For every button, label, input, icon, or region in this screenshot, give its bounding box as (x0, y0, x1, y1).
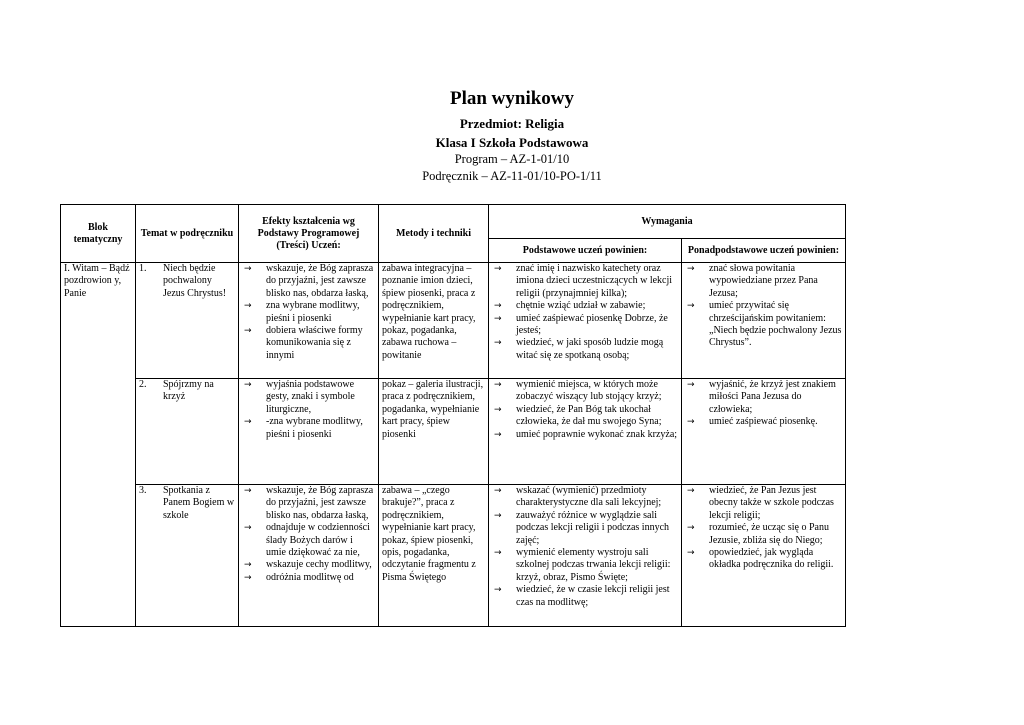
efekty-cell (239, 379, 379, 485)
podstawowe-list (492, 379, 678, 441)
list-item: → dobiera właściwe formy komunikowania się z innymi (242, 325, 375, 362)
podstawowe-list (492, 263, 678, 362)
list-item: → opowiedzieć, jak wygląda okładka podręcznika do religii. (685, 547, 842, 572)
list-item: → rozumieć, że ucząc się o Panu Jezusie, zbliża się do Niego; (685, 522, 842, 547)
ponadpodstawowe-cell (682, 379, 846, 485)
list-item: → umieć zaśpiewać piosenkę Dobrze, że jesteś; (492, 313, 678, 338)
header-wymagania: Wymagania (489, 205, 846, 239)
table-body (61, 263, 846, 627)
efekty-list (242, 263, 375, 362)
header-blok: Blok tematyczny (61, 205, 136, 263)
list-item: → znać imię i nazwisko katechety oraz imiona dzieci uczestniczących w lekcji religii (przynajmniej kilka); (492, 263, 678, 300)
metody-cell: zabawa integracyjna – poznanie imion dzieci, śpiew piosenki, praca z podręcznikiem, wypełnianie kart pracy, pokaz, pogadanka, zabawa ruchowa – powitanie (379, 263, 489, 379)
list-item: → wskazać (wymienić) przedmioty charakterystyczne dla sali lekcyjnej; (492, 485, 678, 510)
list-item: → odróżnia modlitwę od (242, 572, 375, 584)
list-item: → wiedzieć, że w czasie lekcji religii jest czas na modlitwę; (492, 584, 678, 609)
header-temat: Temat w podręczniku (136, 205, 239, 263)
efekty-cell (239, 485, 379, 627)
list-item: → umieć zaśpiewać piosenkę. (685, 416, 842, 428)
program-line: Program – AZ-1-01/10 (454, 152, 570, 166)
efekty-list (242, 485, 375, 584)
header-ponadpodstawowe: Ponadpodstawowe uczeń powinien: (682, 239, 846, 263)
list-item: → wymienić miejsca, w których może zobaczyć wiszący lub stojący krzyż; (492, 379, 678, 404)
topic-title: Spójrzmy na krzyż (163, 379, 214, 403)
list-item: → wskazuje cechy modlitwy, (242, 559, 375, 571)
list-item: → wskazuje, że Bóg zaprasza do przyjaźni, jest zawsze blisko nas, obdarza łaską, (242, 485, 375, 522)
list-item: → wyjaśnić, że krzyż jest znakiem miłości Pana Jezusa do człowieka; (685, 379, 842, 416)
podstawowe-cell (489, 263, 682, 379)
metody-cell: pokaz – galeria ilustracji, praca z podręcznikiem, pogadanka, wypełnianie kart pracy, śpiew piosenki (379, 379, 489, 485)
topic-title: Spotkania z Panem Bogiem w szkole (163, 485, 235, 521)
list-item: → wiedzieć, że Pan Bóg tak ukochał człowieka, że dał mu swojego Syna; (492, 404, 678, 429)
list-item: → wymienić elementy wystroju sali szkolnej podczas trwania lekcji religii: krzyż, obraz, Pismo Święte; (492, 547, 678, 584)
topic-cell (136, 379, 239, 485)
metody-cell: zabawa – „czego brakuje?”, praca z podręcznikiem, wypełnianie kart pracy, pokaz, śpiew piosenki, opis, pogadanka, odczytanie fragmentu z Pisma Świętego (379, 485, 489, 627)
topic-number: 2. (139, 379, 147, 390)
podstawowe-cell (489, 485, 682, 627)
list-item: → wskazuje, że Bóg zaprasza do przyjaźni, jest zawsze blisko nas, obdarza łaską, (242, 263, 375, 300)
table-row (61, 263, 846, 379)
topic-title: Niech będzie pochwalony Jezus Chrystus! (163, 263, 227, 299)
header-metody: Metody i techniki (379, 205, 489, 263)
class-line: Klasa I Szkoła Podstawowa (435, 135, 589, 150)
list-item: → odnajduje w codzienności ślady Bożych darów i umie dziękować za nie, (242, 522, 375, 559)
block-cell: I. Witam – Bądź pozdrowion y, Panie (61, 263, 136, 627)
list-item: → znać słowa powitania wypowiedziane przez Pana Jezusa; (685, 263, 842, 300)
list-item: → -zna wybrane modlitwy, pieśni i piosenki (242, 416, 375, 441)
podstawowe-cell (489, 379, 682, 485)
topic-cell (136, 263, 239, 379)
efekty-cell (239, 263, 379, 379)
topic (139, 485, 235, 522)
list-item: → umieć przywitać się chrześcijańskim powitaniem: „Niech będzie pochwalony Jezus Chrystus”. (685, 300, 842, 350)
topic-number: 3. (139, 485, 147, 496)
topic-number: 1. (139, 263, 147, 274)
header-efekty: Efekty kształcenia wg Podstawy Programowej (Treści) Uczeń: (239, 205, 379, 263)
topic (139, 379, 235, 404)
ponadpodstawowe-list (685, 485, 842, 572)
ponadpodstawowe-list (685, 263, 842, 350)
list-item: → wyjaśnia podstawowe gesty, znaki i symbole liturgiczne, (242, 379, 375, 416)
list-item: → umieć poprawnie wykonać znak krzyża; (492, 429, 678, 441)
ponadpodstawowe-list (685, 379, 842, 429)
list-item: → wiedzieć, w jaki sposób ludzie mogą witać się ze spotkaną osobą; (492, 337, 678, 362)
page-title: Plan wynikowy (449, 88, 575, 109)
topic-cell (136, 485, 239, 627)
subject-line: Przedmiot: Religia (459, 116, 565, 131)
efekty-list (242, 379, 375, 441)
list-item: → zna wybrane modlitwy, pieśni i piosenki (242, 300, 375, 325)
header-podstawowe: Podstawowe uczeń powinien: (489, 239, 682, 263)
table-row (61, 379, 846, 485)
handbook-line: Podręcznik – AZ-11-01/10-PO-1/11 (422, 169, 602, 183)
podstawowe-list (492, 485, 678, 609)
table-row (61, 485, 846, 627)
topic (139, 263, 235, 300)
list-item: → chętnie wziąć udział w zabawie; (492, 300, 678, 312)
list-item: → zauważyć różnice w wyglądzie sali podczas lekcji religii i podczas innych zajęć; (492, 510, 678, 547)
ponadpodstawowe-cell (682, 263, 846, 379)
plan-table (60, 204, 846, 627)
list-item: → wiedzieć, że Pan Jezus jest obecny także w szkole podczas lekcji religii; (685, 485, 842, 522)
ponadpodstawowe-cell (682, 485, 846, 627)
